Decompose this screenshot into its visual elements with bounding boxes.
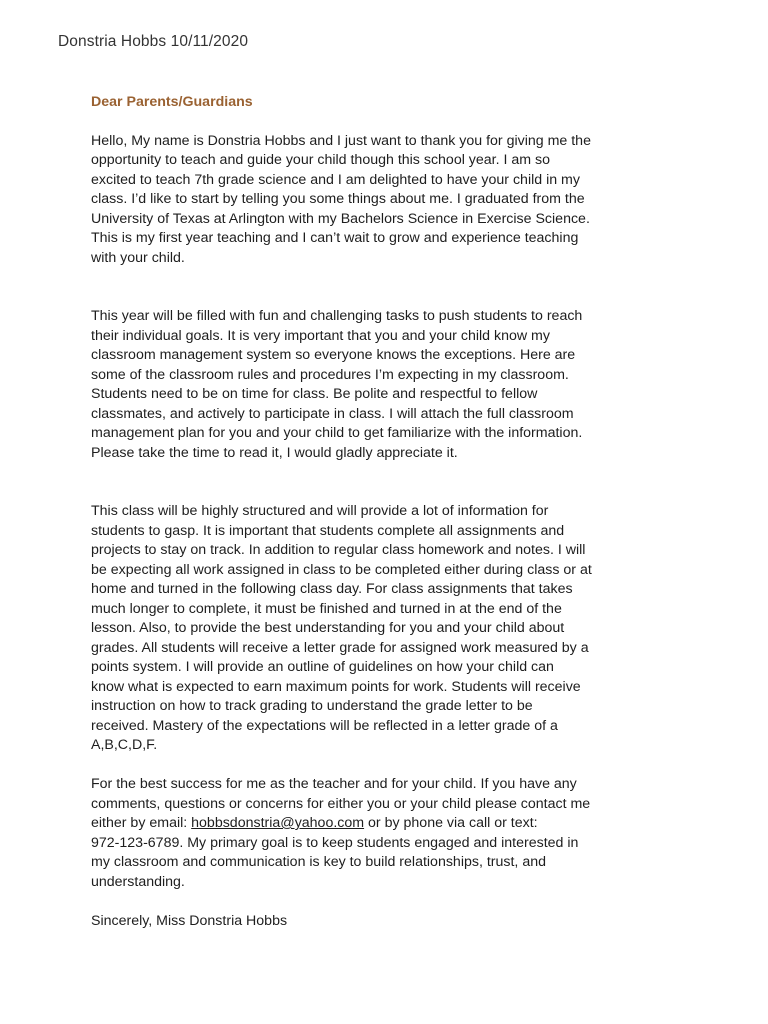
paragraph-line: my classroom and communication is key to build relationships, trust, and xyxy=(91,854,546,870)
email-suffix-text: or by phone via call or text: xyxy=(364,815,538,831)
author-date-header: Donstria Hobbs 10/11/2020 xyxy=(58,33,249,50)
paragraph-introduction xyxy=(91,132,691,269)
paragraph-line: 972-123-6789. My primary goal is to keep students engaged and interested in xyxy=(91,834,579,851)
email-link[interactable]: hobbsdonstria@yahoo.com xyxy=(191,815,365,831)
paragraph-line: Hello, My name is Donstria Hobbs and I just want to thank you for giving me the xyxy=(91,132,591,149)
paragraph-line-email xyxy=(91,814,691,834)
paragraph-line: Please take the time to read it, I would gladly appreciate it. xyxy=(91,444,458,461)
paragraph-line: some of the classroom rules and procedures I’m expecting in my classroom. xyxy=(91,366,569,383)
closing-signature: Sincerely, Miss Donstria Hobbs xyxy=(91,912,288,929)
paragraph-line: understanding. xyxy=(91,873,185,890)
paragraph-line: comments, questions or concerns for either you or your child please contact me xyxy=(91,795,591,812)
paragraph-line: This year will be filled with fun and challenging tasks to push students to reach xyxy=(91,308,583,324)
greeting-heading: Dear Parents/Guardians xyxy=(91,94,253,110)
paragraph-line: This is my first year teaching and I can’t wait to grow and experience teaching xyxy=(91,230,579,246)
paragraph-line: opportunity to teach and guide your child though this school year. I am so xyxy=(91,152,551,168)
paragraph-line: their individual goals. It is very important that you and your child know my xyxy=(91,327,550,344)
paragraph-line: instruction on how to track grading to understand the grade letter to be xyxy=(91,698,533,714)
paragraph-line: A,B,C,D,F. xyxy=(91,737,158,753)
email-prefix-text: either by email: xyxy=(91,815,192,831)
paragraph-line: classmates, and actively to participate in class. I will attach the full classroom xyxy=(91,405,574,422)
paragraph-classroom-rules xyxy=(91,307,691,463)
paragraph-contact xyxy=(91,775,691,892)
paragraph-line: much longer to complete, it must be finished and turned in at the end of the xyxy=(91,600,562,617)
paragraph-line: Students need to be on time for class. Be polite and respectful to fellow xyxy=(91,386,538,402)
paragraph-line: For the best success for me as the teacher and for your child. If you have any xyxy=(91,776,577,792)
paragraph-line: excited to teach 7th grade science and I am delighted to have your child in my xyxy=(91,171,580,188)
paragraph-line: know what is expected to earn maximum points for work. Students will receive xyxy=(91,678,581,695)
paragraph-line: classroom management system so everyone knows the exceptions. Here are xyxy=(91,347,576,363)
paragraph-line: This class will be highly structured and will provide a lot of information for xyxy=(91,503,549,519)
paragraph-line: with your child. xyxy=(91,249,185,266)
paragraph-line: home and turned in the following class day. For class assignments that takes xyxy=(91,581,573,597)
paragraph-line: University of Texas at Arlington with my Bachelors Science in Exercise Science. xyxy=(91,210,590,227)
letter-body xyxy=(91,93,691,931)
paragraph-line: grades. All students will receive a letter grade for assigned work measured by a xyxy=(91,639,589,656)
paragraph-line: be expecting all work assigned in class to be completed either during class or at xyxy=(91,561,592,578)
paragraph-line: management plan for you and your child to get familiarize with the information. xyxy=(91,425,583,441)
paragraph-line: received. Mastery of the expectations will be reflected in a letter grade of a xyxy=(91,717,558,734)
paragraph-line: students to gasp. It is important that students complete all assignments and xyxy=(91,522,565,539)
paragraph-grading xyxy=(91,502,691,756)
paragraph-line: lesson. Also, to provide the best understanding for you and your child about xyxy=(91,620,565,636)
paragraph-line: class. I’d like to start by telling you some things about me. I graduated from the xyxy=(91,191,585,207)
paragraph-line: projects to stay on track. In addition to regular class homework and notes. I will xyxy=(91,542,586,558)
paragraph-line: points system. I will provide an outline of guidelines on how your child can xyxy=(91,659,554,675)
